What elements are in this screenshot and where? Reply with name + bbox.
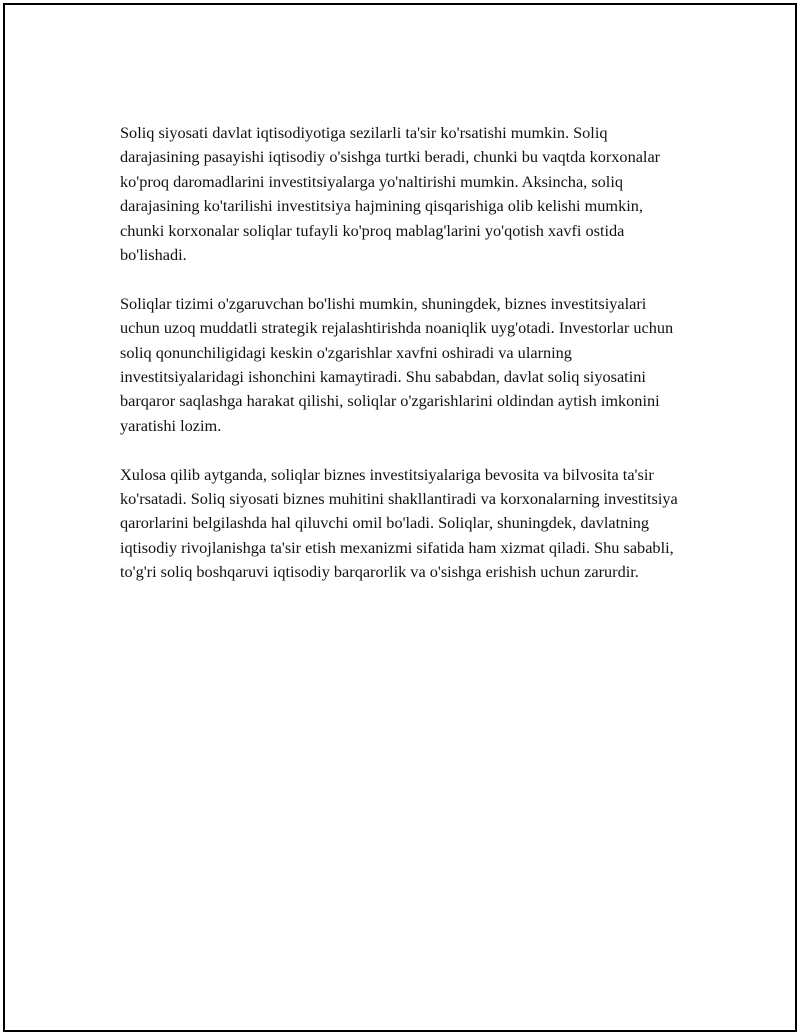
document-body bbox=[120, 121, 690, 609]
paragraph-2: Soliqlar tizimi o'zgaruvchan bo'lishi mumkin, shuningdek, biznes investitsiyalari uchun uzoq muddatli strategik rejalashtirishda noaniqlik uyg'otadi. Investorlar uchun soliq qonunchiligidagi keskin o'zgarishlar xavfni oshiradi va ularning investitsiyalaridagi ishonchini kamaytiradi. Shu sababdan, davlat soliq siyosatini barqaror saqlashga harakat qilishi, soliqlar o'zgarishlarini oldindan aytish imkonini yaratishi lozim. bbox=[120, 293, 674, 435]
page-frame bbox=[3, 3, 797, 1032]
paragraph-1: Soliq siyosati davlat iqtisodiyotiga sezilarli ta'sir ko'rsatishi mumkin. Soliq darajasining pasayishi iqtisodiy o'sishga turtki beradi, chunki bu vaqtda korxonalar ko'proq daromadlarini investitsiyalarga yo'naltirishi mumkin. Aksincha, soliq darajasining ko'tarilishi investitsiya hajmining qisqarishiga olib kelishi mumkin, chunki korxonalar soliqlar tufayli ko'proq mablag'larini yo'qotish xavfi ostida bo'lishadi. bbox=[120, 123, 661, 265]
paragraph-3: Xulosa qilib aytganda, soliqlar biznes investitsiyalariga bevosita va bilvosita ta'sir ko'rsatadi. Soliq siyosati biznes muhitini shakllantiradi va korxonalarning investitsiya qarorlarini belgilashda hal qiluvchi omil bo'ladi. Soliqlar, shuningdek, davlatning iqtisodiy rivojlanishga ta'sir etish mexanizmi sifatida ham xizmat qiladi. Shu sababli, to'g'ri soliq boshqaruvi iqtisodiy barqarorlik va o'sishga erishish uchun zarurdir. bbox=[120, 464, 678, 582]
